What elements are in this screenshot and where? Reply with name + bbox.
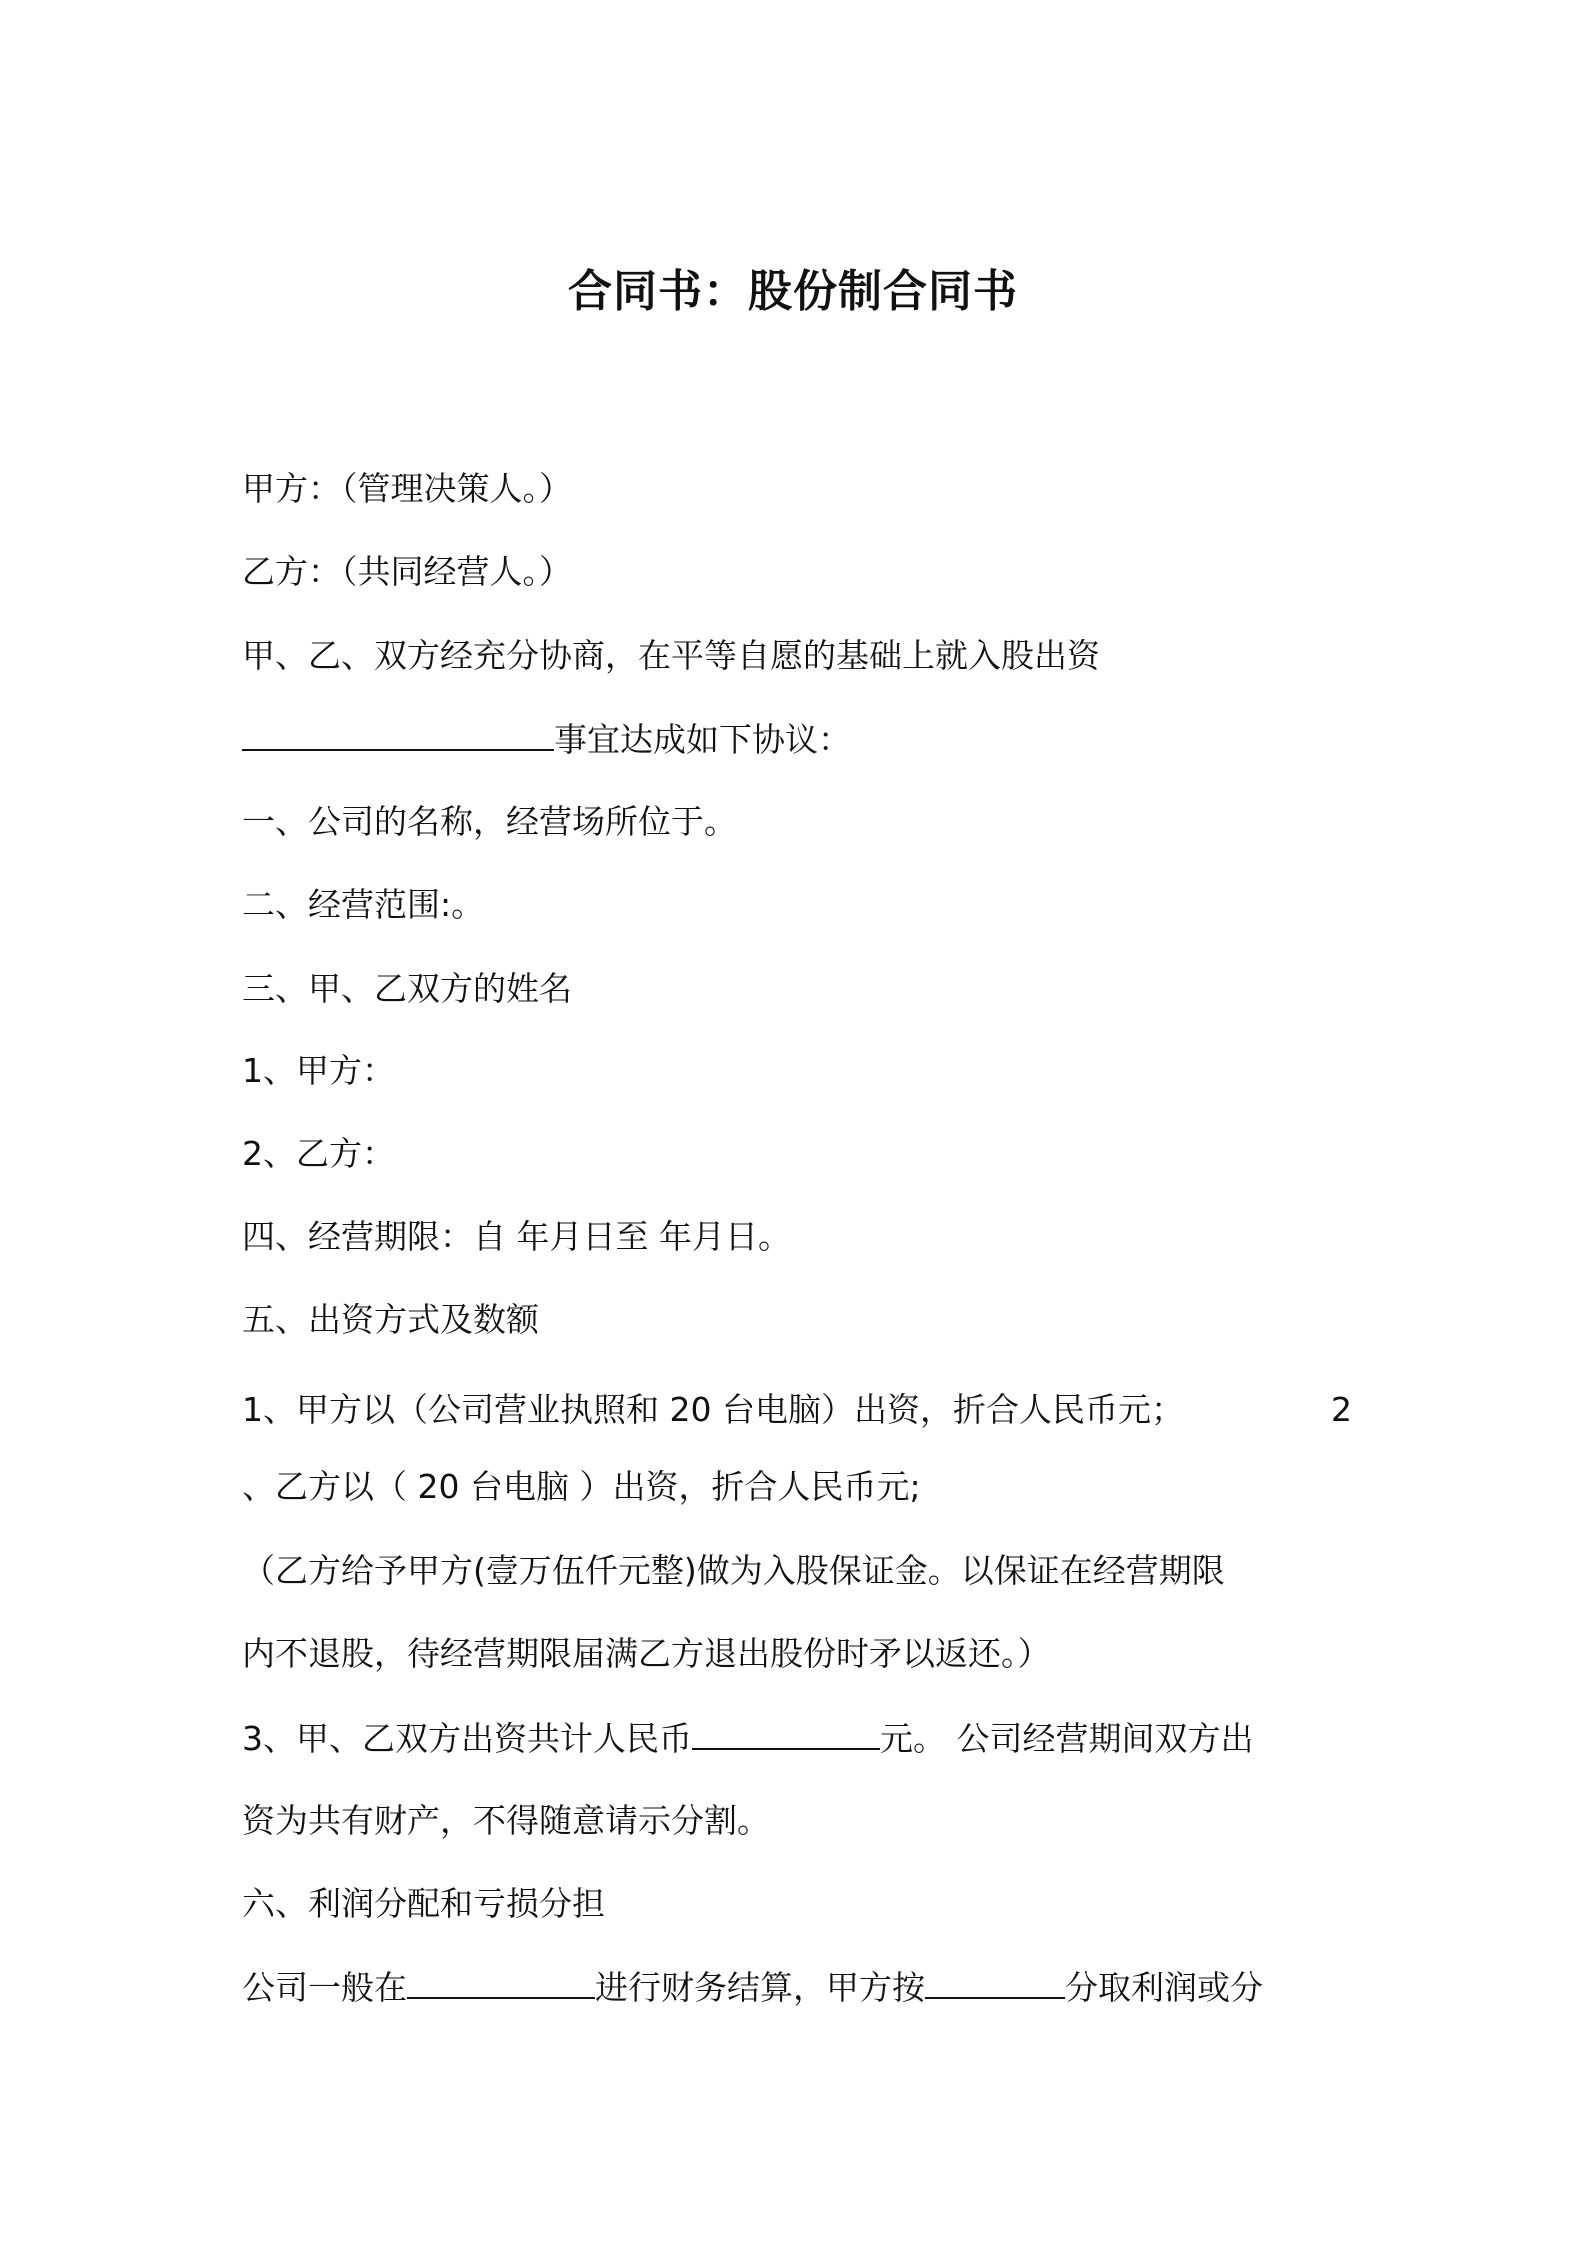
section-5-item-2: 、乙方以（ 20 台电脑 ）出资，折合人民币元; [242,1467,921,1506]
section-2: 二、经营范围:。 [242,885,485,924]
blank-underline [925,1963,1065,1999]
section-5-item-1-text: 1、甲方以（公司营业执照和 20 台电脑）出资，折合人民币元； [242,1390,1184,1429]
blank-underline [692,1714,880,1750]
section-1: 一、公司的名称，经营场所位于。 [242,802,737,841]
document-title: 合同书：股份制合同书 [568,266,1018,317]
section-5-item-3-text-b: 元。 公司经营期间双方出 [880,1719,1254,1758]
party-b-line: 乙方：（共同经营人。） [242,552,572,591]
section-6-line-1 [242,1963,1352,2012]
section-5-note-line-1: （乙方给予甲方(壹万伍仟元整)做为入股保证金。以保证在经营期限 [242,1551,1225,1590]
section-5-item-1-trailing-number: 2 [1331,1390,1352,1429]
section-6-text-a: 公司一般在 [242,1968,407,2007]
section-4: 四、经营期限：自 年月日至 年月日。 [242,1217,791,1256]
intro-line-2-text: 事宜达成如下协议： [554,720,851,759]
section-6-text-b: 进行财务结算，甲方按 [595,1968,925,2007]
section-6: 六、利润分配和亏损分担 [242,1884,605,1923]
section-5: 五、出资方式及数额 [242,1300,539,1339]
party-a-line: 甲方：（管理决策人。） [242,469,572,508]
section-5-item-3-text-a: 3、甲、乙双方出资共计人民币 [242,1719,692,1758]
blank-underline [242,715,554,751]
section-5-note-line-2: 内不退股，待经营期限届满乙方退出股份时矛以返还。） [242,1634,1051,1673]
intro-line-2 [242,715,1352,764]
section-5-item-3 [242,1714,1352,1763]
section-5-item-3-continued: 资为共有财产，不得随意请示分割。 [242,1801,770,1840]
section-3-item-2: 2、乙方： [242,1134,395,1173]
section-3: 三、甲、乙双方的姓名 [242,969,572,1008]
intro-line-1: 甲、乙、双方经充分协商，在平等自愿的基础上就入股出资 [242,636,1100,675]
section-3-item-1: 1、甲方： [242,1051,395,1090]
section-6-text-c: 分取利润或分 [1065,1968,1263,2007]
section-5-item-1 [242,1386,1352,1434]
blank-underline [407,1963,595,1999]
